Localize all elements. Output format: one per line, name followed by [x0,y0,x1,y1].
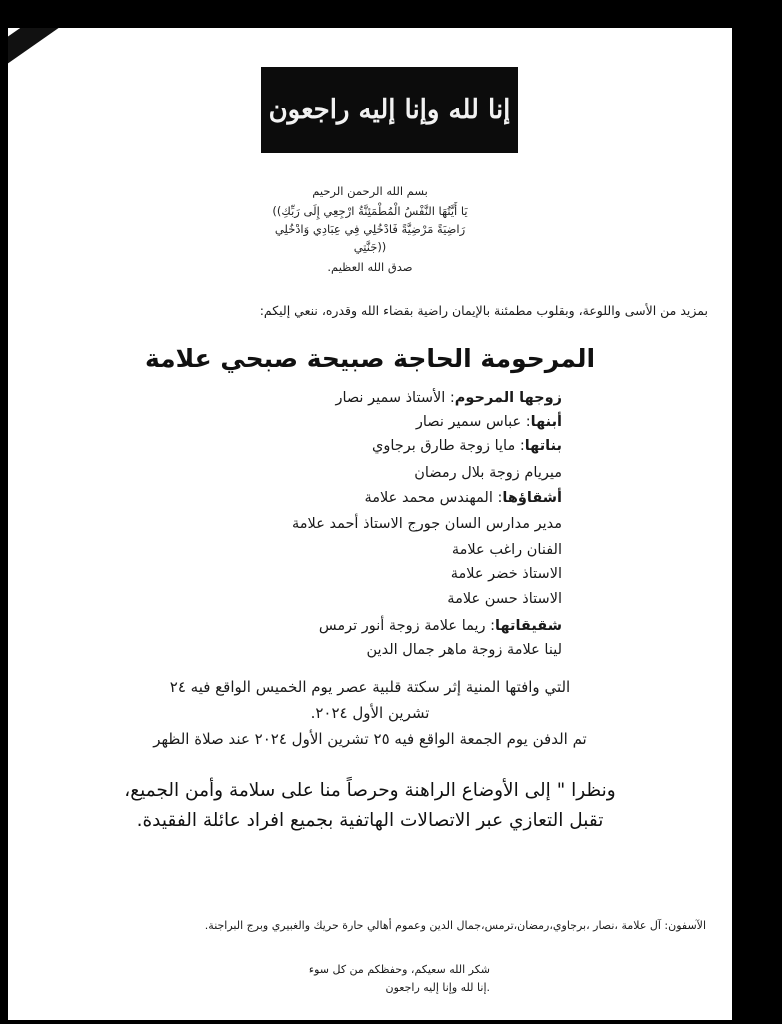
family-member-text: : مايا زوجة طارق برجاوي [372,438,525,454]
intro-text: بمزيد من الأسى واللوعة، وبقلوب مطمئنة بالإيمان راضية بقضاء الله وقدره، ننعي إليكم: [259,303,708,318]
family-relation-label: أبنها [530,414,562,430]
family-member-text: : عباس سمير نصار [415,414,531,430]
banner-text: إنا لله وإنا إليه راجعون [268,95,511,125]
deceased-name: المرحومة الحاجة صبيحة صبحي علامة [144,344,596,373]
verse-line-2: رَاضِيَةً مَرْضِيَّةً فَادْخُلِي فِي عِبَادِي وَادْخُلِي [274,222,466,236]
family-line [319,618,562,634]
family-line [416,414,562,430]
verse-closing: صدق الله العظيم. [327,260,413,274]
family-line [335,390,562,406]
family-member-text: : المهندس محمد علامة [364,490,503,506]
basmala: بسم الله الرحمن الرحيم [312,184,428,198]
family-member-text: الاستاذ خضر علامة [450,566,562,582]
family-member-text: لينا علامة زوجة ماهر جمال الدين [366,642,562,658]
family-member-text: مدير مدارس السان جورج الاستاذ أحمد علامة [292,516,562,532]
family-member-text: الفنان راغب علامة [451,542,562,558]
family-line [364,490,562,506]
death-notice-line-2: تشرين الأول ٢٠٢٤. [310,704,430,722]
family-relation-label: أشقاؤها [502,490,562,506]
family-line [372,438,562,454]
family-member-text: ميريام زوجة بلال رمضان [414,465,562,481]
family-line [367,642,562,658]
family-relation-label: شقيقاتها [495,618,562,634]
burial-notice: تم الدفن يوم الجمعة الواقع فيه ٢٥ تشرين الأول ٢٠٢٤ عند صلاة الظهر [153,730,587,748]
family-member-text: : الأستاذ سمير نصار [335,390,455,406]
calligraphy-banner [261,67,518,153]
obituary-sheet [8,28,732,1020]
thanks-line-2: .إنا لله وإنا إليه راجعون [385,981,490,994]
mourners-list: الآسفون: آل علامة ،نصار ،برجاوي،رمضان،ترمس،جمال الدين وعموم أهالي حارة حريك والغبيري وبرج البراجنة. [204,919,706,932]
verse-line-1: يَا أَيَّتُهَا النَّفْسُ الْمُطْمَئِنَّةُ ارْجِعِي إِلَى رَبِّكِ)) [272,204,468,218]
family-relation-label: زوجها المرحوم [454,390,562,406]
condolence-line-2: تقبل التعازي عبر الاتصالات الهاتفية بجميع افراد عائلة الفقيدة. [136,810,604,831]
family-line [292,516,562,532]
family-member-text: : ريما علامة زوجة أنور ترمس [318,618,496,634]
thanks-line-1: شكر الله سعيكم، وحفظكم من كل سوء [308,963,490,976]
death-notice-line-1: التي وافتها المنية إثر سكتة قلبية عصر يوم الخميس الواقع فيه ٢٤ [169,678,571,696]
family-line [414,465,562,481]
family-line [452,542,562,558]
mourning-ribbon [8,28,206,108]
family-member-text: الاستاذ حسن علامة [447,591,562,607]
verse-line-3: ((جَنَّتِي [353,240,387,254]
family-relation-label: بناتها [524,438,562,454]
condolence-line-1: ونظرا " إلى الأوضاع الراهنة وحرصاً منا على سلامة وأمن الجميع، [124,780,616,801]
family-line [451,566,562,582]
family-line [447,591,562,607]
